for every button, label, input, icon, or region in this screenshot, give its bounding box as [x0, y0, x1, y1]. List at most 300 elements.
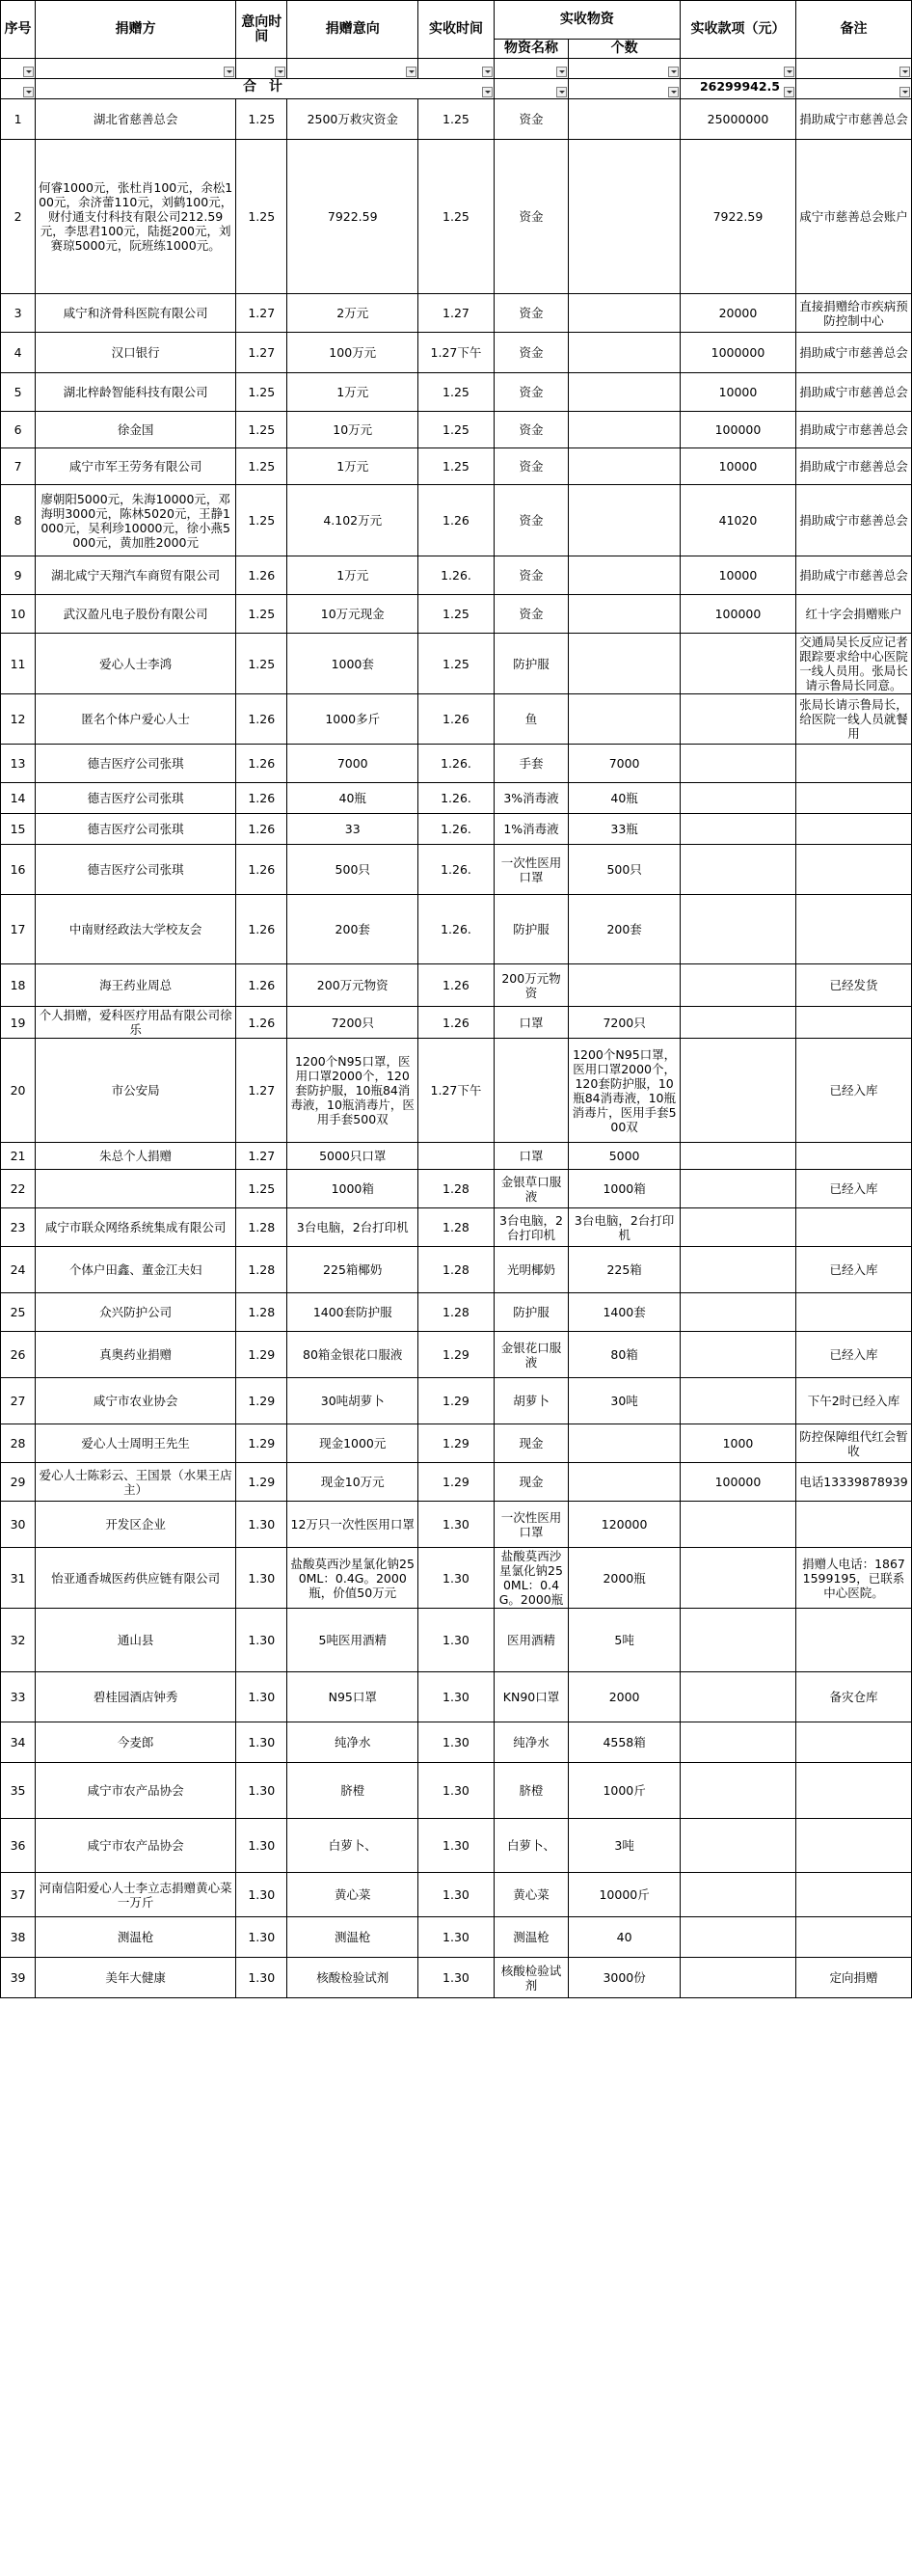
row-note [795, 745, 911, 783]
row-intent-time: 1.30 [236, 1672, 287, 1722]
row-goods-qty [569, 294, 681, 333]
row-goods-qty: 1000箱 [569, 1170, 681, 1208]
row-note: 直接捐赠给市疾病预防控制中心 [795, 294, 911, 333]
row-donor: 真奥药业捐赠 [36, 1332, 236, 1378]
row-goods-qty: 1400套 [569, 1293, 681, 1332]
row-intent-time: 1.27 [236, 294, 287, 333]
row-seq: 23 [1, 1208, 36, 1247]
row-amount [680, 1548, 795, 1609]
table-row [1, 745, 912, 783]
row-recv-time: 1.30 [418, 1763, 495, 1819]
row-note: 捐助咸宁市慈善总会 [795, 556, 911, 595]
table-row [1, 1170, 912, 1208]
header-intent-time: 意向时间 [236, 1, 287, 59]
row-donor: 爱心人士陈彩云、王国景（水果王店主） [36, 1463, 236, 1502]
row-seq: 25 [1, 1293, 36, 1332]
row-intent: 4.102万元 [287, 485, 418, 556]
row-recv-time: 1.30 [418, 1958, 495, 1998]
row-intent: 纯净水 [287, 1722, 418, 1763]
row-note: 已经入库 [795, 1039, 911, 1143]
row-intent: 2万元 [287, 294, 418, 333]
row-intent-time: 1.30 [236, 1722, 287, 1763]
row-seq: 21 [1, 1143, 36, 1170]
row-donor: 河南信阳爱心人士李立志捐赠黄心菜一万斤 [36, 1873, 236, 1917]
table-row [1, 99, 912, 140]
row-recv-time: 1.30 [418, 1672, 495, 1722]
row-goods-name: 资金 [494, 556, 569, 595]
header-donor: 捐赠方 [36, 1, 236, 59]
row-intent: 1000箱 [287, 1170, 418, 1208]
row-goods-qty: 3000份 [569, 1958, 681, 1998]
row-intent-time: 1.30 [236, 1609, 287, 1672]
row-intent-time: 1.26 [236, 556, 287, 595]
row-amount [680, 783, 795, 814]
row-note [795, 783, 911, 814]
row-note: 捐助咸宁市慈善总会 [795, 485, 911, 556]
row-amount: 100000 [680, 595, 795, 634]
row-intent-time: 1.28 [236, 1247, 287, 1293]
row-intent-time: 1.30 [236, 1548, 287, 1609]
row-intent: 7000 [287, 745, 418, 783]
row-goods-name: 测温枪 [494, 1917, 569, 1958]
row-goods-name: 防护服 [494, 895, 569, 964]
filter-dropdown-button[interactable] [899, 87, 910, 97]
row-seq: 33 [1, 1672, 36, 1722]
row-recv-time: 1.27下午 [418, 333, 495, 373]
row-goods-name: 3台电脑，2台打印机 [494, 1208, 569, 1247]
table-body [1, 99, 912, 1998]
row-intent: 2500万救灾资金 [287, 99, 418, 140]
row-recv-time: 1.26 [418, 694, 495, 745]
row-donor: 咸宁和济骨科医院有限公司 [36, 294, 236, 333]
row-recv-time: 1.25 [418, 99, 495, 140]
row-note: 备灾仓库 [795, 1672, 911, 1722]
row-seq: 27 [1, 1378, 36, 1424]
row-intent: 1万元 [287, 373, 418, 412]
row-seq: 31 [1, 1548, 36, 1609]
row-seq: 4 [1, 333, 36, 373]
row-note [795, 814, 911, 845]
row-goods-qty [569, 634, 681, 694]
row-donor: 通山县 [36, 1609, 236, 1672]
row-amount [680, 1958, 795, 1998]
row-intent: 测温枪 [287, 1917, 418, 1958]
row-intent: 225箱椰奶 [287, 1247, 418, 1293]
row-intent-time: 1.30 [236, 1873, 287, 1917]
row-donor: 市公安局 [36, 1039, 236, 1143]
row-amount [680, 634, 795, 694]
filter-dropdown-button[interactable] [224, 67, 234, 77]
row-goods-qty: 1000斤 [569, 1763, 681, 1819]
filter-dropdown-button[interactable] [482, 67, 493, 77]
row-donor: 测温枪 [36, 1917, 236, 1958]
row-amount [680, 1208, 795, 1247]
table-row [1, 1722, 912, 1763]
filter-dropdown-button[interactable] [406, 67, 416, 77]
table-row [1, 1424, 912, 1463]
row-note: 已经入库 [795, 1170, 911, 1208]
row-seq: 20 [1, 1039, 36, 1143]
row-goods-name: 纯净水 [494, 1722, 569, 1763]
row-donor: 爱心人士李鸿 [36, 634, 236, 694]
row-goods-qty: 200套 [569, 895, 681, 964]
row-goods-name: 现金 [494, 1424, 569, 1463]
row-note: 捐助咸宁市慈善总会 [795, 412, 911, 448]
table-row [1, 1958, 912, 1998]
row-intent: 200套 [287, 895, 418, 964]
row-intent-time: 1.26 [236, 694, 287, 745]
filter-dropdown-button[interactable] [556, 67, 567, 77]
row-recv-time: 1.26 [418, 1007, 495, 1039]
row-goods-qty: 80箱 [569, 1332, 681, 1378]
row-note: 捐助咸宁市慈善总会 [795, 448, 911, 485]
row-intent: 33 [287, 814, 418, 845]
row-intent-time: 1.25 [236, 485, 287, 556]
row-amount: 10000 [680, 448, 795, 485]
row-goods-qty [569, 333, 681, 373]
row-donor: 德吉医疗公司张琪 [36, 783, 236, 814]
row-intent: 10万元 [287, 412, 418, 448]
row-amount [680, 895, 795, 964]
row-seq: 6 [1, 412, 36, 448]
row-note: 电话13339878939 [795, 1463, 911, 1502]
row-seq: 22 [1, 1170, 36, 1208]
row-recv-time: 1.30 [418, 1873, 495, 1917]
table-row [1, 556, 912, 595]
table-row [1, 595, 912, 634]
row-intent: 脐橙 [287, 1763, 418, 1819]
filter-dropdown-button[interactable] [23, 67, 34, 77]
row-note: 捐助咸宁市慈善总会 [795, 99, 911, 140]
row-goods-name: 一次性医用口罩 [494, 845, 569, 895]
row-amount [680, 1722, 795, 1763]
row-intent: 1000套 [287, 634, 418, 694]
row-note [795, 1007, 911, 1039]
row-note: 定向捐赠 [795, 1958, 911, 1998]
row-intent-time: 1.26 [236, 745, 287, 783]
row-seq: 19 [1, 1007, 36, 1039]
row-donor: 湖北咸宁天翔汽车商贸有限公司 [36, 556, 236, 595]
row-seq: 18 [1, 964, 36, 1007]
row-goods-name: 核酸检验试剂 [494, 1958, 569, 1998]
row-intent-time: 1.26 [236, 783, 287, 814]
row-goods-qty: 1200个N95口罩，医用口罩2000个，120套防护服，10瓶84消毒液，10瓶消毒片，医用手套500双 [569, 1039, 681, 1143]
row-donor: 汉口银行 [36, 333, 236, 373]
row-donor: 怡亚通香城医药供应链有限公司 [36, 1548, 236, 1609]
row-note [795, 1819, 911, 1873]
row-recv-time: 1.25 [418, 448, 495, 485]
row-goods-name: 现金 [494, 1463, 569, 1502]
row-seq: 3 [1, 294, 36, 333]
row-note [795, 845, 911, 895]
row-goods-qty: 3吨 [569, 1819, 681, 1873]
row-recv-time: 1.29 [418, 1424, 495, 1463]
table-row [1, 1763, 912, 1819]
table-row [1, 1208, 912, 1247]
row-note [795, 1293, 911, 1332]
row-seq: 15 [1, 814, 36, 845]
row-seq: 9 [1, 556, 36, 595]
row-goods-qty: 2000 [569, 1672, 681, 1722]
table-row [1, 1609, 912, 1672]
row-intent-time: 1.27 [236, 333, 287, 373]
table-row [1, 412, 912, 448]
row-donor: 爱心人士周明王先生 [36, 1424, 236, 1463]
row-amount: 1000000 [680, 333, 795, 373]
row-intent-time: 1.25 [236, 99, 287, 140]
row-goods-name: 资金 [494, 294, 569, 333]
row-note [795, 1502, 911, 1548]
row-goods-name: 脐橙 [494, 1763, 569, 1819]
row-intent: 100万元 [287, 333, 418, 373]
row-recv-time: 1.28 [418, 1170, 495, 1208]
row-goods-qty: 5吨 [569, 1609, 681, 1672]
table-row [1, 1548, 912, 1609]
row-seq: 12 [1, 694, 36, 745]
row-intent-time: 1.26 [236, 964, 287, 1007]
row-recv-time: 1.29 [418, 1463, 495, 1502]
row-goods-name: 黄心菜 [494, 1873, 569, 1917]
row-intent: N95口罩 [287, 1672, 418, 1722]
header-note: 备注 [795, 1, 911, 59]
filter-dropdown-button[interactable] [482, 87, 493, 97]
row-goods-qty: 7000 [569, 745, 681, 783]
row-note: 已经发货 [795, 964, 911, 1007]
filter-dropdown-button[interactable] [784, 67, 794, 77]
row-seq: 30 [1, 1502, 36, 1548]
row-donor: 众兴防护公司 [36, 1293, 236, 1332]
row-donor: 个人捐赠，爱科医疗用品有限公司徐乐 [36, 1007, 236, 1039]
row-goods-name: 200万元物资 [494, 964, 569, 1007]
row-intent-time: 1.27 [236, 1039, 287, 1143]
row-goods-qty: 120000 [569, 1502, 681, 1548]
row-intent: 1万元 [287, 556, 418, 595]
row-recv-time: 1.30 [418, 1722, 495, 1763]
table-row [1, 1039, 912, 1143]
row-goods-qty: 5000 [569, 1143, 681, 1170]
filter-dropdown-button[interactable] [275, 67, 285, 77]
header-intent: 捐赠意向 [287, 1, 418, 59]
total-amount: 26299942.5 [699, 79, 780, 94]
row-amount [680, 1170, 795, 1208]
row-intent: 5吨医用酒精 [287, 1609, 418, 1672]
row-goods-name: 手套 [494, 745, 569, 783]
table-row [1, 1463, 912, 1502]
row-recv-time: 1.28 [418, 1293, 495, 1332]
row-goods-qty [569, 1463, 681, 1502]
row-intent: 核酸检验试剂 [287, 1958, 418, 1998]
table-row [1, 1247, 912, 1293]
row-amount [680, 1039, 795, 1143]
row-seq: 29 [1, 1463, 36, 1502]
row-donor: 武汉盈凡电子股份有限公司 [36, 595, 236, 634]
row-goods-qty: 33瓶 [569, 814, 681, 845]
row-intent: 30吨胡萝卜 [287, 1378, 418, 1424]
row-donor: 咸宁市军王劳务有限公司 [36, 448, 236, 485]
filter-dropdown-button[interactable] [899, 67, 910, 77]
row-seq: 11 [1, 634, 36, 694]
row-amount [680, 1917, 795, 1958]
row-recv-time: 1.25 [418, 140, 495, 294]
row-donor: 咸宁市联众网络系统集成有限公司 [36, 1208, 236, 1247]
row-intent: 现金10万元 [287, 1463, 418, 1502]
filter-dropdown-button[interactable] [668, 67, 679, 77]
filter-dropdown-button[interactable] [668, 87, 679, 97]
row-goods-name: 盐酸莫西沙星氯化钠250ML：0.4G。2000瓶 [494, 1548, 569, 1609]
row-amount: 20000 [680, 294, 795, 333]
row-goods-qty [569, 964, 681, 1007]
row-seq: 7 [1, 448, 36, 485]
row-amount: 25000000 [680, 99, 795, 140]
row-intent: 黄心菜 [287, 1873, 418, 1917]
row-intent-time: 1.25 [236, 448, 287, 485]
row-amount [680, 845, 795, 895]
table-row [1, 1819, 912, 1873]
row-goods-name: 资金 [494, 99, 569, 140]
row-intent: 7922.59 [287, 140, 418, 294]
row-seq: 26 [1, 1332, 36, 1378]
row-goods-name: KN90口罩 [494, 1672, 569, 1722]
row-intent-time: 1.25 [236, 634, 287, 694]
row-intent: 500只 [287, 845, 418, 895]
row-intent-time: 1.25 [236, 373, 287, 412]
row-goods-name: 口罩 [494, 1143, 569, 1170]
table-row [1, 1332, 912, 1378]
row-intent: 白萝卜、 [287, 1819, 418, 1873]
row-recv-time [418, 1143, 495, 1170]
row-donor: 德吉医疗公司张琪 [36, 745, 236, 783]
filter-dropdown-button[interactable] [784, 87, 794, 97]
row-intent-time: 1.30 [236, 1819, 287, 1873]
row-amount [680, 1332, 795, 1378]
row-amount: 10000 [680, 556, 795, 595]
row-donor: 美年大健康 [36, 1958, 236, 1998]
row-seq: 28 [1, 1424, 36, 1463]
row-intent: 40瓶 [287, 783, 418, 814]
row-seq: 36 [1, 1819, 36, 1873]
row-recv-time: 1.26 [418, 485, 495, 556]
row-goods-name [494, 1039, 569, 1143]
row-goods-qty [569, 140, 681, 294]
row-goods-qty [569, 448, 681, 485]
row-intent-time: 1.26 [236, 1007, 287, 1039]
row-seq: 24 [1, 1247, 36, 1293]
row-donor: 咸宁市农业协会 [36, 1378, 236, 1424]
row-goods-qty: 40瓶 [569, 783, 681, 814]
total-label: 合 计 [242, 79, 286, 95]
row-seq: 39 [1, 1958, 36, 1998]
row-goods-qty: 10000斤 [569, 1873, 681, 1917]
row-recv-time: 1.25 [418, 373, 495, 412]
row-note: 已经入库 [795, 1247, 911, 1293]
row-donor: 今麦郎 [36, 1722, 236, 1763]
row-goods-qty [569, 373, 681, 412]
row-goods-name: 口罩 [494, 1007, 569, 1039]
row-donor [36, 1170, 236, 1208]
row-amount: 41020 [680, 485, 795, 556]
row-goods-name: 鱼 [494, 694, 569, 745]
row-recv-time: 1.26. [418, 745, 495, 783]
row-goods-name: 一次性医用口罩 [494, 1502, 569, 1548]
row-goods-name: 资金 [494, 412, 569, 448]
row-goods-qty: 4558箱 [569, 1722, 681, 1763]
table-row [1, 895, 912, 964]
row-goods-qty: 40 [569, 1917, 681, 1958]
row-goods-qty [569, 1424, 681, 1463]
row-goods-name: 资金 [494, 140, 569, 294]
row-intent-time: 1.30 [236, 1958, 287, 1998]
row-intent-time: 1.29 [236, 1424, 287, 1463]
row-intent: 10万元现金 [287, 595, 418, 634]
filter-dropdown-button[interactable] [556, 87, 567, 97]
row-goods-name: 防护服 [494, 1293, 569, 1332]
row-seq: 35 [1, 1763, 36, 1819]
row-donor: 德吉医疗公司张琪 [36, 814, 236, 845]
row-goods-name: 光明椰奶 [494, 1247, 569, 1293]
table-row [1, 1007, 912, 1039]
header-goods: 实收物资 [494, 1, 680, 40]
row-recv-time: 1.27下午 [418, 1039, 495, 1143]
row-note: 张局长请示鲁局长，给医院一线人员就餐用 [795, 694, 911, 745]
row-intent: 1000多斤 [287, 694, 418, 745]
row-seq: 10 [1, 595, 36, 634]
row-goods-qty: 500只 [569, 845, 681, 895]
row-recv-time: 1.27 [418, 294, 495, 333]
row-amount: 100000 [680, 1463, 795, 1502]
row-goods-name: 3%消毒液 [494, 783, 569, 814]
row-recv-time: 1.28 [418, 1208, 495, 1247]
filter-dropdown-button[interactable] [23, 87, 34, 97]
row-recv-time: 1.29 [418, 1378, 495, 1424]
header-goods-qty: 个数 [569, 40, 681, 59]
row-intent-time: 1.28 [236, 1293, 287, 1332]
row-goods-qty [569, 485, 681, 556]
row-note: 下午2时已经入库 [795, 1378, 911, 1424]
table-row [1, 1672, 912, 1722]
row-intent: 7200只 [287, 1007, 418, 1039]
row-donor: 廖朝阳5000元，朱海10000元，邓海明3000元，陈林5020元，王静1000元，吴利珍10000元，徐小燕5000元，黄加胜2000元 [36, 485, 236, 556]
table-row [1, 140, 912, 294]
row-amount [680, 1672, 795, 1722]
row-goods-name: 资金 [494, 485, 569, 556]
row-goods-qty [569, 595, 681, 634]
row-amount [680, 1763, 795, 1819]
row-intent-time: 1.29 [236, 1332, 287, 1378]
table-row [1, 814, 912, 845]
row-recv-time: 1.25 [418, 634, 495, 694]
row-donor: 碧桂园酒店钟秀 [36, 1672, 236, 1722]
row-note [795, 1873, 911, 1917]
row-amount [680, 1007, 795, 1039]
row-amount [680, 964, 795, 1007]
row-note: 捐助咸宁市慈善总会 [795, 373, 911, 412]
row-note [795, 1763, 911, 1819]
row-recv-time: 1.30 [418, 1502, 495, 1548]
row-amount [680, 694, 795, 745]
table-row [1, 448, 912, 485]
row-goods-name: 资金 [494, 595, 569, 634]
row-amount [680, 1378, 795, 1424]
row-intent-time: 1.25 [236, 1170, 287, 1208]
row-amount: 100000 [680, 412, 795, 448]
table-row [1, 1293, 912, 1332]
row-goods-qty: 225箱 [569, 1247, 681, 1293]
row-seq: 5 [1, 373, 36, 412]
row-amount [680, 1502, 795, 1548]
table-row [1, 845, 912, 895]
row-recv-time: 1.26. [418, 895, 495, 964]
row-amount: 1000 [680, 1424, 795, 1463]
